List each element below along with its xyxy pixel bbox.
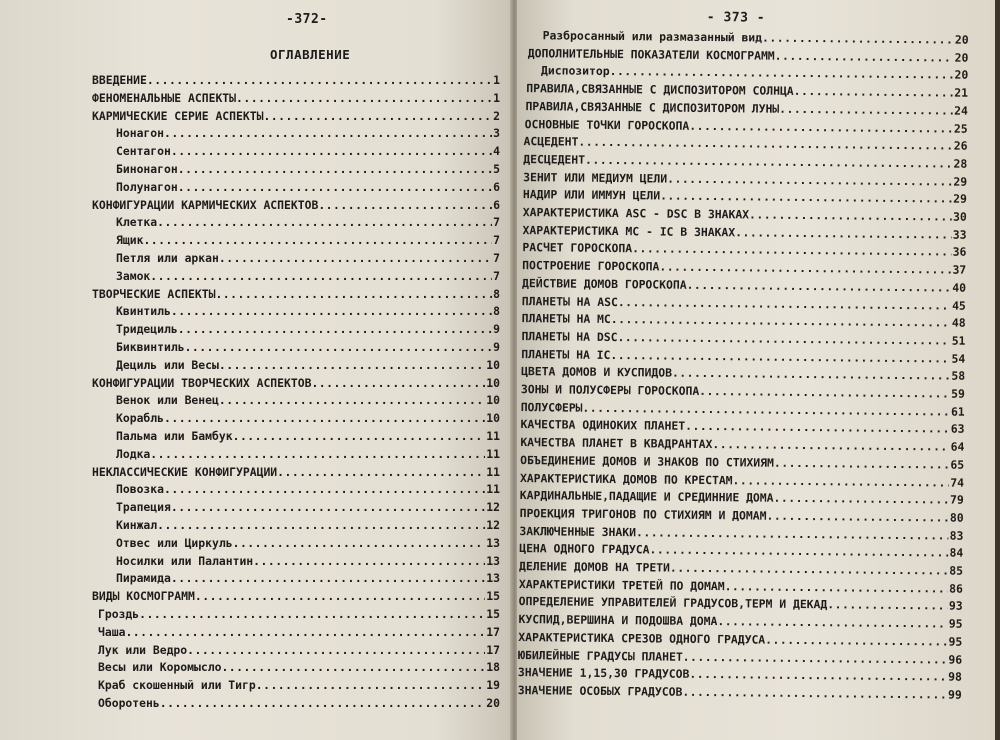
toc-entry-page: 95	[948, 634, 963, 649]
toc-leader-dots	[256, 679, 486, 692]
toc-entry-title: КОНФИГУРАЦИИ ТВОРЧЕСКИХ АСПЕКТОВ	[92, 375, 312, 390]
toc-entry-title: Замок	[116, 268, 151, 283]
toc-entry-title: ОСНОВНЫЕ ТОЧКИ ГОРОСКОПА	[524, 116, 690, 133]
toc-entry	[98, 657, 500, 674]
toc-entry-title: ВВЕДЕНИЕ	[92, 73, 147, 87]
toc-entry-title: ЗЕНИТ ИЛИ МЕДИУМ ЦЕЛИ	[523, 169, 668, 186]
toc-entry	[92, 462, 500, 479]
toc-entry-page: 45	[952, 298, 966, 313]
toc-entry	[116, 426, 500, 443]
toc-entry	[116, 159, 500, 176]
toc-entry-title: ЗНАЧЕНИЕ 1,15,30 ГРАДУСОВ	[517, 665, 690, 682]
toc-entry-page: 61	[950, 404, 965, 419]
toc-entry-title: Дециль или Весы	[116, 357, 219, 372]
left-page-number: -372-	[286, 12, 328, 27]
toc-leader-dots	[766, 510, 949, 525]
toc-entry	[116, 408, 500, 425]
toc-entry-page: 28	[953, 156, 968, 171]
toc-entry-page: 13	[486, 553, 500, 568]
toc-leader-dots	[150, 270, 492, 283]
toc-entry	[116, 248, 500, 265]
toc-entry-title: Полунагон	[116, 179, 178, 194]
toc-entry-title: ПЛАНЕТЫ НА DSC	[521, 328, 618, 344]
toc-entry	[116, 319, 500, 336]
toc-entry-title: Пирамида	[116, 571, 171, 586]
toc-leader-dots	[219, 394, 485, 407]
toc-entry-page: 1	[493, 90, 500, 105]
toc-leader-dots	[185, 341, 493, 354]
toc-entry	[92, 88, 500, 105]
toc-entry-page: 25	[953, 121, 968, 136]
toc-entry-page: 37	[952, 262, 967, 277]
toc-leader-dots	[311, 377, 485, 390]
toc-entry-title: ОБЪЕДИНЕНИЕ ДОМОВ И ЗНАКОВ ПО СТИХИЯМ	[520, 452, 774, 470]
toc-entry-page: 99	[947, 687, 962, 702]
toc-heading: ОГЛАВЛЕНИЕ	[270, 47, 351, 62]
toc-entry-page: 24	[954, 103, 968, 118]
toc-leader-dots	[253, 555, 485, 568]
toc-leader-dots	[164, 127, 492, 140]
toc-entry-title: ПРОЕКЦИЯ ТРИГОНОВ ПО СТИХИЯМ И ДОМАМ	[519, 505, 767, 523]
toc-entry-page: 9	[493, 322, 500, 337]
toc-entry-page: 4	[493, 144, 500, 159]
toc-entry-page: 18	[486, 660, 500, 675]
toc-entry-title: Ящик	[116, 233, 144, 248]
toc-leader-dots	[178, 323, 492, 336]
toc-entry-page: 9	[493, 340, 500, 354]
toc-entry	[98, 622, 500, 639]
toc-entry-title: ДЕСЦЕДЕНТ	[523, 151, 586, 167]
toc-entry-page: 86	[949, 581, 963, 596]
toc-entry-title: Пальма или Бамбук	[116, 429, 233, 443]
toc-entry	[518, 680, 962, 702]
toc-entry-title: Весы или Коромысло	[98, 660, 222, 675]
toc-entry-title: ХАРАКТЕРИСТИКА ДОМОВ ПО КРЕСТАМ	[519, 470, 733, 487]
toc-entry-title: ЗОНЫ И ПОЛУСФЕРЫ ГОРОСКОПА	[520, 382, 700, 398]
toc-entry-title: ПОЛУСФЕРЫ	[520, 399, 583, 415]
toc-entry-title: ХАРАКТЕРИСТИКА МС - IC В ЗНАКАХ	[522, 222, 736, 239]
toc-leader-dots	[233, 537, 486, 550]
toc-entry	[92, 106, 500, 123]
toc-entry	[98, 640, 500, 657]
toc-entry-title: АСЦЕДЕНТ	[523, 134, 579, 149]
toc-entry	[116, 568, 500, 585]
toc-leader-dots	[157, 216, 492, 229]
toc-entry-page: 11	[486, 482, 500, 497]
toc-entry-title: ЦВЕТА ДОМОВ И КУСПИДОВ	[521, 364, 673, 380]
toc-entry	[116, 337, 500, 354]
toc-leader-dots	[219, 252, 492, 265]
toc-leader-dots	[775, 49, 954, 64]
toc-entry	[116, 301, 500, 318]
toc-entry	[116, 230, 500, 247]
toc-entry	[92, 70, 500, 87]
toc-leader-dots	[219, 359, 485, 372]
toc-leader-dots	[160, 697, 486, 710]
toc-entry-title: КУСПИД,ВЕРШИНА И ПОДОШВА ДОМА	[518, 612, 718, 629]
toc-entry-page: 20	[954, 50, 969, 65]
toc-entry-title: ХАРАКТЕРИСТИКА ASC - DSC В ЗНАКАХ	[522, 205, 750, 222]
toc-entry-page: 29	[953, 191, 968, 207]
toc-entry-title: ПОСТРОЕНИЕ ГОРОСКОПА	[522, 258, 660, 274]
toc-leader-dots	[150, 448, 485, 461]
toc-leader-dots	[157, 519, 485, 532]
toc-entry-title: Лук или Ведро	[98, 642, 188, 657]
toc-leader-dots	[171, 305, 492, 318]
toc-entry-title: ДЕЛЕНИЕ ДОМОВ НА ТРЕТИ	[518, 559, 671, 575]
toc-entry-page: 2	[493, 108, 500, 123]
toc-entry-title: ВИДЫ КОСМОГРАММ	[92, 589, 195, 604]
toc-entry-title: ДОПОЛНИТЕЛЬНЫЕ ПОКАЗАТЕЛИ КОСМОГРАММ	[527, 45, 775, 63]
toc-entry-page: 21	[954, 85, 969, 100]
toc-entry-title: Петля или аркан	[116, 251, 219, 265]
toc-entry-title: ПРАВИЛА,СВЯЗАННЫЕ С ДИСПОЗИТОРОМ СОЛНЦА	[526, 81, 794, 98]
toc-leader-dots	[171, 501, 485, 514]
toc-leader-dots	[178, 163, 492, 176]
toc-entry-page: 74	[950, 475, 965, 490]
toc-entry-title: Венок или Венец	[116, 393, 219, 408]
toc-entry	[98, 675, 500, 692]
right-page	[517, 0, 995, 740]
toc-entry-page: 6	[493, 179, 500, 194]
toc-leader-dots	[178, 181, 492, 194]
toc-leader-dots	[164, 412, 485, 425]
toc-leader-dots	[233, 430, 486, 443]
toc-entry-page: 13	[486, 535, 500, 550]
toc-entry	[116, 551, 500, 568]
toc-entry-page: 8	[493, 304, 500, 319]
toc-entry-page: 84	[949, 545, 964, 560]
toc-entry-page: 10	[486, 411, 500, 426]
toc-entry-page: 64	[950, 439, 965, 454]
right-page-number: - 373 -	[706, 9, 766, 26]
toc-entry-title: ПРАВИЛА,СВЯЗАННЫЕ С ДИСПОЗИТОРОМ ЛУНЫ	[525, 98, 780, 116]
toc-entry-title: Разбросанный или размазанный вид	[542, 28, 763, 45]
toc-entry-page: 15	[486, 589, 500, 604]
toc-entry-page: 29	[953, 174, 968, 189]
toc-leader-dots	[164, 483, 485, 496]
toc-entry-page: 51	[951, 333, 966, 348]
toc-leader-dots	[125, 626, 485, 639]
toc-entry-page: 80	[949, 510, 964, 525]
toc-entry-title: ХАРАКТЕРИСТИКА СРЕЗОВ ОДНОГО ГРАДУСА	[518, 629, 766, 647]
toc-entry-page: 36	[952, 244, 967, 260]
toc-leader-dots	[733, 474, 950, 489]
toc-entry-page: 33	[952, 227, 967, 242]
toc-leader-dots	[143, 234, 492, 247]
toc-entry	[92, 586, 500, 603]
toc-entry-page: 48	[951, 315, 966, 330]
toc-entry-title: Кинжал	[116, 518, 158, 532]
toc-entry-page: 3	[493, 126, 500, 141]
toc-leader-dots	[215, 288, 492, 301]
toc-entry	[116, 444, 500, 461]
toc-entry-page: 63	[950, 421, 965, 437]
toc-leader-dots	[774, 457, 950, 472]
toc-entry-title: НАДИР ИЛИ ИММУН ЦЕЛИ	[522, 187, 661, 203]
toc-entry-page: 30	[952, 209, 967, 224]
toc-leader-dots	[187, 644, 485, 657]
toc-entry-title: ХАРАКТЕРИСТИКИ ТРЕТЕЙ ПО ДОМАМ	[518, 576, 725, 593]
toc-entry	[98, 604, 500, 621]
toc-entry	[116, 177, 500, 194]
toc-entry-title: Гроздь	[98, 607, 140, 621]
toc-entry-title: Краб скошенный или Тигр	[98, 678, 256, 693]
toc-entry-page: 20	[954, 32, 969, 47]
toc-entry-title: ЦЕНА ОДНОГО ГРАДУСА	[519, 541, 650, 557]
toc-entry-page: 20	[954, 67, 969, 83]
toc-entry-title: ПЛАНЕТЫ НА ASC	[521, 293, 618, 309]
toc-entry-title: Биквинтиль	[116, 340, 185, 354]
toc-entry-page: 7	[493, 251, 500, 265]
toc-entry-page: 93	[948, 598, 963, 614]
toc-leader-dots	[749, 208, 952, 223]
toc-entry-page: 40	[952, 280, 967, 295]
toc-entry-page: 83	[949, 528, 964, 543]
toc-entry-title: Квинтиль	[116, 304, 171, 319]
toc-entry-page: 7	[493, 233, 500, 248]
toc-entry-page: 11	[486, 464, 500, 479]
toc-leader-dots	[277, 466, 485, 479]
toc-entry-title: ПЛАНЕТЫ НА МС	[521, 311, 611, 327]
toc-entry-title: Отвес или Циркуль	[116, 535, 233, 550]
toc-entry	[116, 515, 500, 532]
toc-entry-title: ТВОРЧЕСКИЕ АСПЕКТЫ	[92, 286, 216, 301]
toc-leader-dots	[682, 686, 947, 702]
toc-entry-page: 17	[486, 642, 500, 657]
toc-entry-title: Нонагон	[116, 126, 165, 141]
toc-entry	[116, 212, 500, 229]
toc-entry	[116, 479, 500, 496]
toc-entry-page: 5	[493, 162, 500, 176]
toc-entry-page: 10	[486, 357, 500, 372]
toc-entry-title: Оборотень	[98, 696, 160, 710]
toc-entry-page: 7	[493, 268, 500, 283]
toc-entry-title: ДЕЙСТВИЕ ДОМОВ ГОРОСКОПА	[521, 275, 687, 292]
toc-entry-title: ЗАКЛЮЧЕННЫЕ ЗНАКИ	[519, 523, 637, 539]
toc-entry	[116, 355, 500, 372]
toc-leader-dots	[735, 226, 952, 241]
toc-entry-title: НЕКЛАССИЧЕСКИЕ КОНФИГУРАЦИИ	[92, 464, 278, 479]
toc-leader-dots	[195, 590, 485, 603]
toc-entry-page: 10	[486, 375, 500, 390]
toc-entry-page: 95	[948, 616, 963, 631]
toc-entry-page: 19	[486, 678, 500, 693]
toc-leader-dots	[318, 199, 492, 212]
toc-entry-page: 10	[486, 393, 500, 408]
toc-entry-title: ФЕНОМЕНАЛЬНЫЕ АСПЕКТЫ	[92, 90, 237, 105]
toc-leader-dots	[139, 608, 485, 621]
toc-entry-page: 65	[950, 457, 965, 472]
toc-leader-dots	[725, 580, 949, 595]
toc-entry-title: Трапеция	[116, 500, 171, 515]
toc-entry	[92, 195, 500, 212]
toc-entry-page: 12	[486, 500, 500, 515]
toc-entry-page: 7	[493, 215, 500, 230]
toc-entry-page: 13	[486, 571, 500, 586]
toc-entry-title: Повозка	[116, 482, 165, 497]
toc-entry-page: 85	[949, 563, 964, 578]
toc-leader-dots	[171, 145, 492, 158]
toc-entry	[92, 284, 500, 301]
toc-leader-dots	[236, 92, 492, 105]
toc-entry-title: РАСЧЕТ ГОРОСКОПА	[522, 240, 633, 256]
toc-entry-title: Лодка	[116, 446, 151, 461]
toc-leader-dots	[221, 661, 485, 674]
toc-leader-dots	[765, 633, 948, 648]
toc-entry	[116, 123, 500, 140]
toc-entry-page: 98	[948, 669, 963, 684]
toc-entry-title: Клетка	[116, 215, 158, 230]
toc-entry	[116, 141, 500, 158]
toc-entry	[98, 693, 500, 710]
toc-entry-page: 12	[486, 518, 500, 532]
toc-entry-page: 59	[951, 386, 965, 401]
toc-entry-title: ПЛАНЕТЫ НА IC	[521, 346, 611, 362]
toc-entry	[116, 266, 500, 283]
toc-entry-title: Носилки или Палантин	[116, 553, 254, 568]
toc-entry-page: 96	[948, 652, 963, 667]
toc-entry-title: КАРДИНАЛЬНЫЕ,ПАДАЩИЕ И СРЕДИННИЕ ДОМА	[519, 488, 774, 505]
toc-leader-dots	[147, 74, 492, 87]
toc-entry-title: КАЧЕСТВА ПЛАНЕТ В КВАДРАНТАХ	[520, 435, 713, 452]
toc-leader-dots	[827, 599, 948, 613]
toc-leader-dots	[779, 103, 953, 118]
toc-entry-title: КАЧЕСТВА ОДИНОКИХ ПЛАНЕТ	[520, 417, 686, 434]
toc-entry-page: 79	[949, 492, 964, 507]
toc-entry-page: 8	[493, 286, 500, 301]
toc-entry-title: Корабль	[116, 411, 165, 426]
toc-entry	[116, 390, 500, 407]
toc-entry-title: КАРМИЧЕСКИЕ СЕРИЕ АСПЕКТЫ	[92, 108, 264, 123]
toc-entry-page: 1	[493, 73, 500, 87]
toc-entry-title: ЗНАЧЕНИЕ ОСОБЫХ ГРАДУСОВ	[517, 682, 683, 699]
toc-leader-dots	[773, 492, 949, 507]
toc-leader-dots	[794, 85, 954, 100]
toc-entry-page: 11	[486, 446, 500, 461]
toc-leader-dots	[171, 572, 485, 585]
toc-entry-page: 20	[486, 696, 500, 710]
toc-entry-page: 54	[951, 351, 966, 366]
toc-entry-page: 17	[486, 624, 500, 639]
toc-entry-title: Сентагон	[116, 144, 171, 159]
toc-entry-page: 11	[486, 429, 500, 443]
toc-entry-title: Диспозитор	[540, 63, 610, 79]
toc-leader-dots	[263, 110, 492, 123]
toc-entry-title: Чаша	[98, 624, 126, 639]
toc-entry-page: 15	[486, 607, 500, 621]
toc-entry-title: Тридециль	[116, 322, 178, 337]
toc-entry-page: 26	[953, 138, 968, 153]
toc-entry-title: Бинонагон	[116, 162, 178, 176]
toc-entry-page: 58	[951, 368, 966, 384]
toc-entry-title: ЮБИЛЕЙНЫЕ ГРАДУСЫ ПЛАНЕТ	[518, 647, 683, 664]
toc-entry	[116, 533, 500, 550]
toc-entry-title: КОНФИГУРАЦИИ КАРМИЧЕСКИХ АСПЕКТОВ	[92, 197, 319, 212]
toc-entry	[92, 373, 500, 390]
toc-leader-dots	[762, 32, 954, 47]
page-edge	[995, 0, 1000, 740]
toc-entry	[116, 497, 500, 514]
toc-entry-page: 6	[493, 197, 500, 212]
toc-entry-title: ОПРЕДЕЛЕНИЕ УПРАВИТЕЛЕЙ ГРАДУСОВ,ТЕРМ И ДЕКАД	[518, 594, 828, 612]
